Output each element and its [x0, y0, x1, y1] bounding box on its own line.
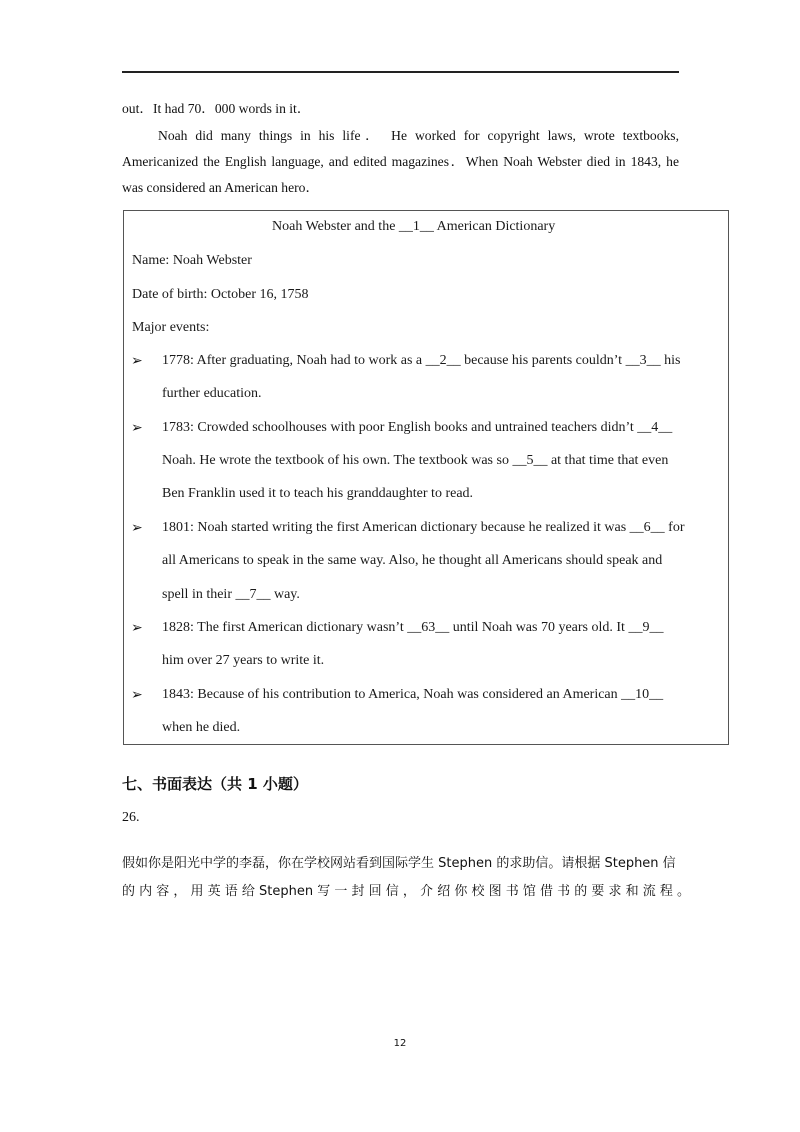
passage-line-4: was considered an American hero． — [122, 180, 320, 195]
event-5-line-2: when he died. — [162, 720, 241, 735]
event-2-line-3: Ben Franklin used it to teach his granddaughter to read. — [162, 486, 474, 501]
event-3-line-3: spell in their __7__ way. — [162, 587, 300, 602]
field-dob: Date of birth: October 16, 1758 — [132, 287, 309, 302]
table-title: Noah Webster and the __1__ American Dictionary — [272, 219, 556, 234]
event-1-line-1: 1778: After graduating, Noah had to work as a __2__ because his parents couldn’t __3__ his — [162, 353, 681, 368]
prompt-line-2: 的 内 容 ， 用 英 语 给 Stephen 写 一 封 回 信 ， 介 绍 你 校 图 书 馆 借 书 的 要 求 和 流 程 。 — [122, 884, 691, 899]
field-name: Name: Noah Webster — [132, 253, 252, 268]
prompt-line-1: 假如你是阳光中学的李磊，你在学校网站看到国际学生 Stephen 的求助信。请根据 Stephen 信 — [122, 856, 676, 871]
event-1-line-2: further education. — [162, 386, 262, 401]
event-3-line-1: 1801: Noah started writing the first American dictionary because he realized it was __6__ for — [162, 520, 685, 535]
field-major-events: Major events: — [132, 320, 210, 335]
event-2-line-1: 1783: Crowded schoolhouses with poor English books and untrained teachers didn’t __4__ — [162, 420, 673, 435]
section-heading: 七、书面表达（共 1 小题） — [122, 775, 308, 793]
arrow-bullet-icon: ➢ — [131, 421, 143, 436]
arrow-bullet-icon: ➢ — [131, 688, 143, 703]
arrow-bullet-icon: ➢ — [131, 521, 143, 536]
header-rule — [122, 71, 679, 73]
arrow-bullet-icon: ➢ — [131, 621, 143, 636]
question-number: 26. — [122, 810, 140, 825]
arrow-bullet-icon: ➢ — [131, 354, 143, 369]
event-3-line-2: all Americans to speak in the same way. Also, he thought all Americans should speak and — [162, 553, 663, 568]
event-4-line-2: him over 27 years to write it. — [162, 653, 325, 668]
page-number: 12 — [393, 1038, 407, 1049]
passage-line-3: Americanized the English language, and edited magazines．When Noah Webster died in 1843, he — [122, 154, 679, 169]
event-5-line-1: 1843: Because of his contribution to America, Noah was considered an American __10__ — [162, 687, 664, 702]
event-4-line-1: 1828: The first American dictionary wasn’t __63__ until Noah was 70 years old. It __9__ — [162, 620, 664, 635]
passage-line-2: Noah did many things in his life． He worked for copyright laws, wrote textbooks, — [158, 128, 679, 143]
passage-line-1: out．It had 70．000 words in it． — [122, 101, 311, 116]
event-2-line-2: Noah. He wrote the textbook of his own. The textbook was so __5__ at that time that even — [162, 453, 669, 468]
